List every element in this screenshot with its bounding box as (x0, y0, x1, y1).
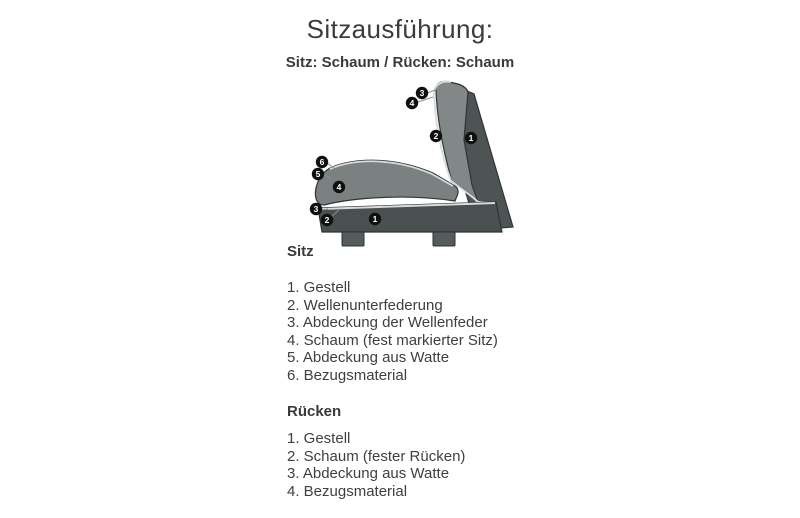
page-subtitle: Sitz: Schaum / Rücken: Schaum (285, 54, 515, 71)
callout-badge-6-seat (316, 156, 328, 168)
list-item: 1. Gestell (287, 279, 351, 296)
callout-badge-3-back-top (416, 87, 428, 99)
svg-text:3: 3 (419, 88, 425, 98)
sitz-parts-list (287, 279, 547, 384)
callout-badge-2-back (430, 130, 442, 142)
svg-text:4: 4 (409, 98, 415, 108)
callout-badge-4-back-top (406, 97, 418, 109)
svg-text:2: 2 (324, 215, 330, 225)
svg-text:1: 1 (468, 133, 474, 143)
list-item: 2. Wellenunterfederung (287, 296, 443, 314)
sofa-construction-diagram (300, 80, 520, 252)
callout-badge-3-seat-low (310, 203, 322, 215)
ruecken-parts-list (287, 430, 547, 500)
list-item: 5. Abdeckung aus Watte (287, 349, 450, 366)
list-item: 4. Schaum (fest markierter Sitz) (287, 331, 498, 349)
page-title: Sitzausführung: (306, 14, 494, 44)
parts-lists (287, 243, 547, 500)
svg-text:5: 5 (315, 169, 321, 179)
list-item: 3. Abdeckung der Wellenfeder (287, 314, 488, 331)
svg-text:2: 2 (433, 131, 439, 141)
callout-badge-4-seat (333, 181, 345, 193)
svg-text:6: 6 (319, 157, 325, 167)
svg-text:1: 1 (372, 214, 378, 224)
list-item: 3. Abdeckung aus Watte (287, 465, 450, 482)
list-item: 1. Gestell (287, 430, 351, 447)
callout-badge-2-seat-low (321, 214, 333, 226)
svg-text:3: 3 (313, 204, 319, 214)
section-heading-sitz: Sitz (287, 243, 314, 260)
callout-badge-5-seat (312, 168, 324, 180)
callout-badge-1-back-frame (465, 132, 477, 144)
callout-badge-1-base (369, 213, 381, 225)
svg-text:4: 4 (336, 182, 342, 192)
list-item: 4. Bezugsmaterial (287, 482, 408, 500)
list-item: 6. Bezugsmaterial (287, 366, 408, 384)
list-item: 2. Schaum (fester Rücken) (287, 447, 466, 465)
section-heading-ruecken: Rücken (287, 403, 342, 420)
